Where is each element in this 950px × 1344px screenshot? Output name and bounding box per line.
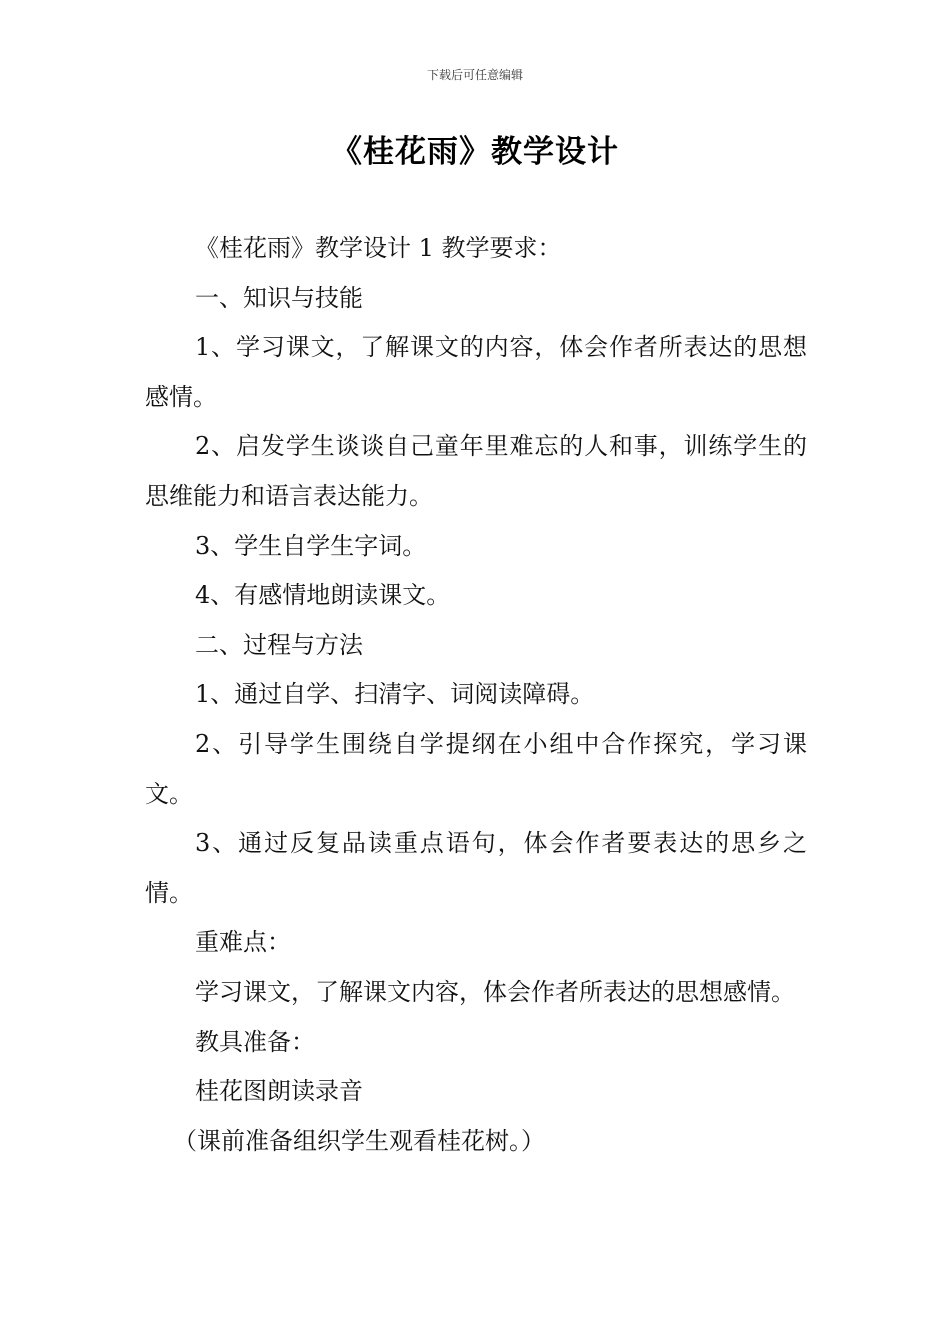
list-item: 2、引导学生围绕自学提纲在小组中合作探究，学习课文。 <box>145 729 807 808</box>
list-item: 3、通过反复品读重点语句，体会作者要表达的思乡之情。 <box>145 829 807 907</box>
paragraph-teaching-aids: 桂花图朗读录音 <box>195 1077 363 1106</box>
section-heading-teaching-aids: 教具准备： <box>195 1027 315 1056</box>
section-heading-knowledge-skills: 一、知识与技能 <box>195 283 363 312</box>
list-item: 2、启发学生谈谈自己童年里难忘的人和事，训练学生的思维能力和语言表达能力。 <box>145 432 807 510</box>
list-item: 3、学生自学生字词。 <box>195 531 427 560</box>
list-item: 1、通过自学、扫清字、词阅读障碍。 <box>195 680 595 709</box>
paragraph-intro: 《桂花雨》教学设计 1 教学要求： <box>195 234 562 262</box>
paragraph-key-points: 学习课文，了解课文内容，体会作者所表达的思想感情。 <box>195 977 795 1006</box>
document-title: 《桂花雨》教学设计 <box>331 134 619 170</box>
paragraph-preparation-note: （课前准备组织学生观看桂花树。） <box>173 1126 545 1155</box>
section-heading-key-points: 重难点： <box>195 928 291 957</box>
header-note: 下载后可任意编辑 <box>426 68 523 82</box>
section-heading-process-method: 二、过程与方法 <box>195 630 363 659</box>
list-item: 4、有感情地朗读课文。 <box>195 581 451 610</box>
list-item: 1、学习课文，了解课文的内容，体会作者所表达的思想感情。 <box>145 333 807 411</box>
document-body <box>145 224 807 1166</box>
